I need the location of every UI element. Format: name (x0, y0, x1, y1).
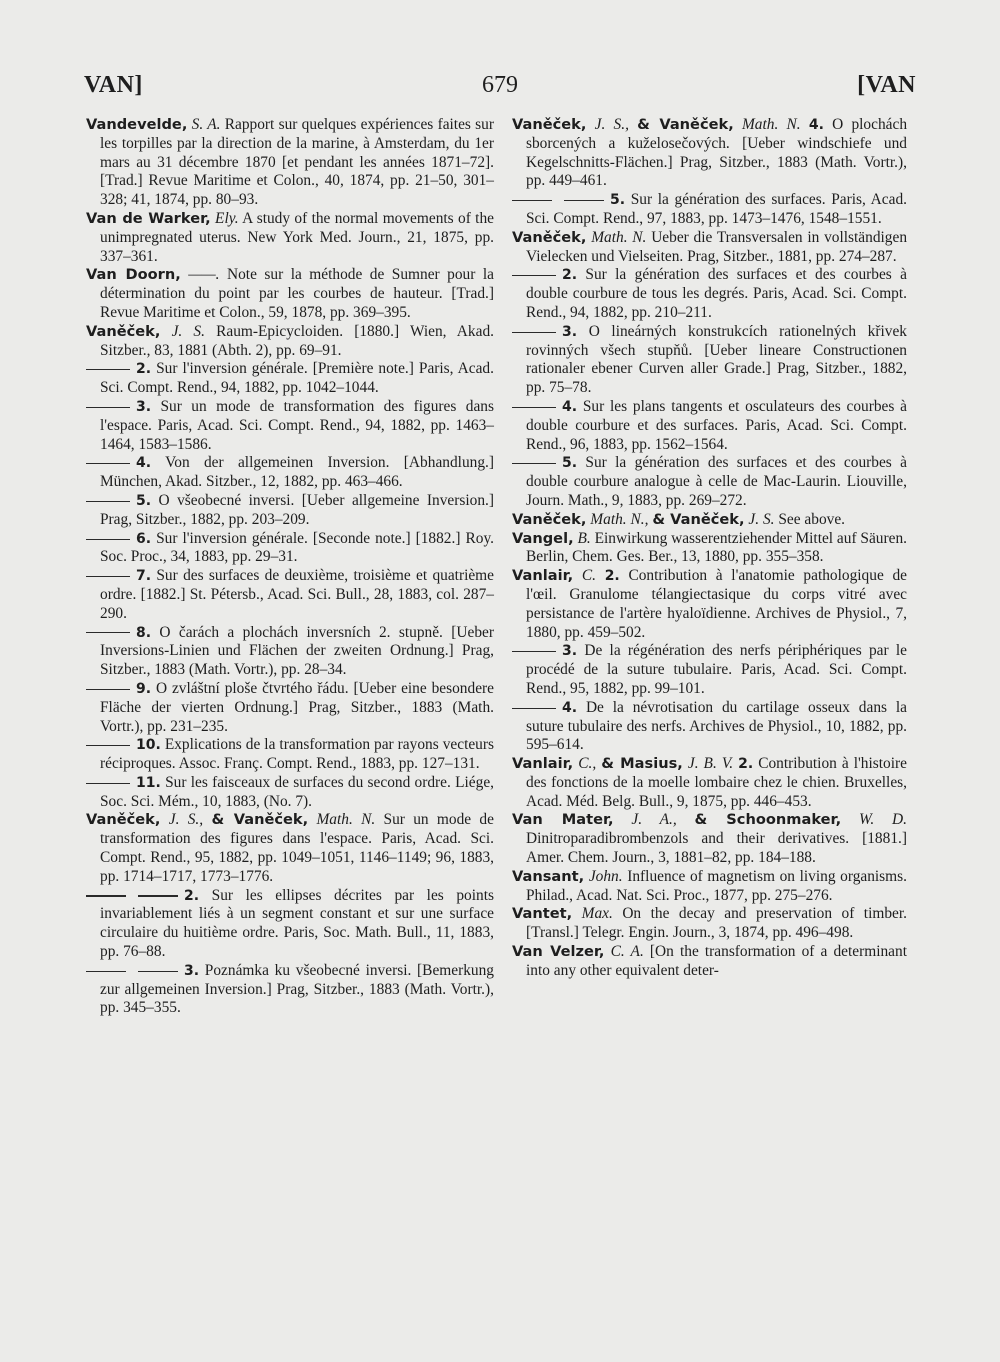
entry-number: 3. (136, 398, 152, 415)
running-head-right: [VAN (857, 72, 916, 98)
entry-text: Sur la génération des surfaces et des courbes à double courbure analogue à celle de Mac-Laurin. Liouville, Journ. Math., 9, 1883, pp. 269–272. (526, 454, 907, 509)
author-forename: J. A., (631, 811, 677, 829)
bibliography-entry (512, 868, 907, 906)
ditto-dash (86, 971, 178, 972)
author-surname: Vaněček, (512, 228, 587, 246)
entry-text: Sur un mode de transformation des figures dans l'espace. Paris, Acad. Sci. Compt. Rend., 94, 1882, pp. 1463–1464, 1583–1586. (100, 397, 494, 453)
entry-text: O čarách a plochách inversních 2. stupně. [Ueber Inversions-Linien und Flächen der zweiten Ordnung.] Prag, Sitzber., 1883 (Math. Vortr.), pp. 28–34. (100, 623, 494, 679)
entry-text: Raum-Epicycloiden. [1880.] Wien, Akad. Sitzber., 83, 1881 (Abth. 2), pp. 69–91. (100, 322, 494, 359)
bibliography-entry (512, 755, 907, 811)
entry-number: 4. (808, 117, 824, 133)
coauthor-surname: & Vaněček, (652, 510, 745, 528)
bibliography-entry (512, 943, 907, 981)
coauthor-forename: Math. N. (741, 116, 801, 133)
bibliography-entry (512, 266, 907, 322)
entry-number: 7. (136, 568, 152, 585)
ditto-dash (512, 332, 556, 333)
bibliography-entry (512, 191, 907, 229)
author-surname: Van Mater, (512, 811, 614, 829)
author-forename: B. (577, 529, 591, 547)
bibliography-entry (512, 811, 907, 867)
bibliography-entry (86, 811, 494, 886)
author-surname: Van Velzer, (512, 943, 605, 961)
bibliography-entry (86, 116, 494, 210)
entry-number: 9. (136, 680, 152, 697)
entry-number: 2. (604, 568, 620, 585)
ditto-dash (86, 501, 130, 502)
entry-number: 2. (738, 756, 754, 773)
bibliography-entry (86, 266, 494, 322)
bibliography-entry (86, 323, 494, 361)
entry-text: O lineárných konstrukcích rationelných křivek rovinných všech stupňů. [Ueber lineare Constructionen rationaler ebener Curven aller Grade.] Prag, Sitzber., 1882, pp. 75–78. (526, 322, 907, 397)
bibliography-entry (86, 492, 494, 530)
bibliography-entry (512, 511, 907, 530)
author-surname: Vandevelde, (86, 116, 188, 133)
author-surname: Vaněček, (512, 116, 587, 133)
author-forename: C., (578, 755, 597, 773)
entry-number: 10. (136, 737, 161, 754)
author-forename: C. (581, 567, 596, 585)
ditto-dash (86, 895, 178, 896)
entry-text: Explications de la transformation par rayons vecteurs réciproques. Assoc. Franç. Compt. Rend., 1883, pp. 127–131. (100, 736, 494, 773)
entry-text: Sur l'inversion générale. [Seconde note.] [1882.] Roy. Soc. Proc., 34, 1883, pp. 29–31. (100, 529, 494, 566)
entry-text: Note sur la méthode de Sumner pour la détermination du point par les courbes de hauteur. [Trad.] Revue Maritime et Colon., 59, 1878, pp. 369–395. (100, 266, 494, 321)
entry-number: 11. (136, 774, 161, 791)
author-forename: Math. N., (590, 510, 649, 528)
bibliography-entry (512, 116, 907, 191)
entry-number: 6. (136, 530, 152, 547)
entry-number: 2. (562, 267, 578, 284)
bibliography-entry (86, 774, 494, 812)
coauthor-forename: Math. N. (316, 811, 376, 829)
entry-text: Von der allgemeinen Inversion. [Abhandlung.] München, Akad. Sitzber., 12, 1882, pp. 463–466. (100, 454, 494, 491)
author-forename: Max. (581, 905, 613, 923)
entry-text: De la régénération des nerfs périphériques par le procédé de la suture tubulaire. Paris, Acad. Sci. Compt. Rend., 95, 1882, pp. 99–101. (526, 642, 907, 697)
ditto-dash (86, 576, 130, 577)
entry-number: 3. (562, 323, 578, 340)
bibliography-entry (512, 699, 907, 755)
entry-text: Sur la génération des surfaces. Paris, Acad. Sci. Compt. Rend., 97, 1883, pp. 1473–1476, 1548–1551. (526, 191, 908, 227)
entry-text: Ueber die Transversalen in vollständigen Vielecken und Vielseiten. Prag, Sitzber., 1881, pp. 274–287. (526, 228, 908, 265)
entry-number: 4. (562, 699, 578, 716)
author-forename: S. A. (191, 116, 221, 133)
bibliography-entry (512, 530, 907, 568)
bibliography-entry (86, 360, 494, 398)
bibliography-entry (86, 398, 494, 454)
entry-text: Sur les faisceaux de surfaces du second ordre. Liége, Soc. Sci. Mém., 10, 1883, (No. 7). (100, 773, 494, 810)
entry-number: 8. (136, 624, 152, 641)
author-surname: Vangel, (512, 529, 574, 547)
author-forename: J. S., (168, 811, 204, 829)
author-surname: Vanlair, (512, 755, 574, 773)
bibliography-entry (512, 642, 907, 698)
ditto-dash (86, 632, 130, 633)
bibliography-entry (512, 905, 907, 943)
entry-text: See above. (778, 510, 846, 528)
entry-text: Influence of magnetism on living organisms. Philad., Acad. Nat. Sci. Proc., 1877, pp. 275–276. (526, 867, 907, 904)
page-header (84, 72, 916, 108)
left-column (86, 116, 494, 1018)
entry-number: 3. (184, 962, 200, 979)
entry-text: Dinitroparadibrombenzols and their derivatives. [1881.] Amer. Chem. Journ., 3, 1881–82, pp. 184–188. (526, 830, 907, 867)
bibliography-entry (512, 229, 907, 267)
coauthor-surname: & Masius, (601, 755, 683, 773)
coauthor-forename: W. D. (858, 811, 907, 829)
bibliography-entry (86, 624, 494, 680)
entry-text: Sur un mode de transformation des figures dans l'espace. Paris, Acad. Sci. Compt. Rend., 95, 1882, pp. 1049–1051, 1146–1149; 96, 1883, pp. 1714–1717, 1773–1776. (100, 811, 494, 885)
entry-number: 4. (136, 455, 152, 472)
entry-number: 2. (184, 887, 200, 904)
bibliography-entry (86, 567, 494, 623)
ditto-dash (512, 275, 556, 276)
coauthor-forename: J. B. V. (687, 755, 734, 773)
bibliography-entry (512, 567, 907, 642)
bibliography-entry (86, 736, 494, 774)
ditto-dash (86, 407, 130, 408)
entry-number: 5. (136, 492, 152, 509)
ditto-dash (86, 369, 130, 370)
ditto-dash (512, 651, 556, 652)
ditto-dash (86, 539, 130, 540)
entry-text: Sur les plans tangents et osculateurs des courbes à double courbure et des surfaces. Paris, Acad. Sci. Compt. Rend., 96, 1883, pp. 1562–1564. (526, 397, 907, 453)
ditto-dash (512, 407, 556, 408)
entry-number: 4. (562, 398, 578, 415)
author-surname: Vantet, (512, 905, 573, 923)
ditto-dash (86, 689, 130, 690)
ditto-dash (86, 463, 130, 464)
entry-text: A study of the normal movements of the unimpregnated uterus. New York Med. Journ., 21, 1875, pp. 337–361. (100, 209, 494, 265)
bibliography-entry (86, 887, 494, 962)
entry-text: Sur les ellipses décrites par les points invariablement liés à un segment constant et sur une surface circulaire du huitième ordre. Paris, Soc. Math. Bull., 11, 1883, pp. 76–88. (100, 886, 494, 961)
ditto-dash (86, 783, 130, 784)
author-forename: J. S., (594, 116, 629, 133)
entry-text: Poznámka ku všeobecné inversi. [Bemerkung zur allgemeinen Inversion.] Prag, Sitzber., 1883 (Math. Vortr.), pp. 345–355. (100, 961, 494, 1017)
entry-text: Contribution à l'anatomie pathologique de l'œil. Granulome télangiectasique du corps vitré avec persistance de l'artère hyaloïdienne. Archives de Physiol., 7, 1880, pp. 459–502. (526, 567, 907, 641)
bibliography-entry (512, 398, 907, 454)
page-number: 679 (482, 72, 518, 98)
author-surname: Van Doorn, (86, 266, 181, 284)
entry-number: 3. (562, 643, 578, 660)
entry-number: 2. (136, 361, 152, 378)
entry-text: O všeobecné inversi. [Ueber allgemeine Inversion.] Prag, Sitzber., 1882, pp. 203–209. (100, 491, 494, 528)
author-surname: Vansant, (512, 867, 585, 885)
author-forename: Math. N. (591, 228, 647, 246)
entry-text: Contribution à l'histoire des fonctions de la moelle lombaire chez le chien. Bruxelles, Acad. Méd. Belg. Bull., 9, 1875, pp. 446–453. (526, 755, 907, 810)
author-surname: Vanlair, (512, 567, 574, 585)
entry-text: [On the transformation of a determinant into any other equivalent deter- (526, 943, 907, 979)
bibliography-entry (512, 323, 907, 398)
entry-text: De la névrotisation du cartilage osseux dans la suture tubulaire des nerfs. Archives de Physiol., 10, 1882, pp. 595–614. (526, 698, 907, 754)
coauthor-surname: & Vaněček, (637, 116, 734, 133)
ditto-dash (86, 745, 130, 746)
author-surname: Van de Warker, (86, 209, 211, 227)
bibliography-entry (86, 454, 494, 492)
author-forename: John. (588, 867, 623, 885)
bibliography-entry (86, 962, 494, 1018)
ditto-dash (512, 463, 556, 464)
bibliography-entry (86, 210, 494, 266)
entry-text: Einwirkung wasserentziehender Mittel auf Säuren. Berlin, Chem. Ges. Ber., 13, 1880, pp. 355–358. (526, 529, 908, 566)
coauthor-surname: & Vaněček, (211, 811, 309, 829)
author-forename: ——. (188, 266, 220, 284)
author-surname: Vaněček, (512, 510, 587, 528)
author-forename: C. A. (610, 943, 644, 961)
running-head-left: VAN] (84, 72, 143, 98)
bibliography-entry (86, 530, 494, 568)
entry-text: O zvláštní ploše čtvrtého řádu. [Ueber eine besondere Fläche der vierten Ordnung.] Prag, Sitzber., 1883 (Math. Vortr.), pp. 231–235. (100, 679, 494, 735)
ditto-dash (512, 708, 556, 709)
author-surname: Vaněček, (86, 322, 161, 340)
bibliography-entry (512, 454, 907, 510)
author-forename: Ely. (215, 209, 239, 227)
entry-text: Rapport sur quelques expériences faites sur les torpilles par la direction de la marine, à Amsterdam, du 1er mars au 31 décembre 1870 [et pendant les années 1871–72]. [Trad.] Revue Maritime et Colon., 40, 1874, pp. 21–50, 301–328; 41, 1874, pp. 80–93. (100, 116, 494, 209)
entry-text: O plochách sborcených a kuželosečových. [Ueber windschiefe und Kegelschnitts-Flächen.] Prag, Sitzber., 1883 (Math. Vortr.), pp. 449–461. (526, 116, 908, 190)
author-forename: J. S. (171, 322, 205, 340)
coauthor-surname: & Schoonmaker, (694, 811, 842, 829)
entry-text: Sur l'inversion générale. [Première note.] Paris, Acad. Sci. Compt. Rend., 94, 1882, pp. 1042–1044. (100, 360, 494, 397)
entry-text: On the decay and preservation of timber. [Transl.] Telegr. Engin. Journ., 3, 1874, pp. 496–498. (526, 905, 907, 942)
entry-number: 5. (610, 192, 626, 209)
bibliography-entry (86, 680, 494, 736)
author-surname: Vaněček, (86, 811, 161, 829)
entry-text: Sur des surfaces de deuxième, troisième et quatrième ordre. [1882.] St. Pétersb., Acad. Sci. Bull., 28, 1883, col. 287–290. (100, 567, 494, 622)
right-column (512, 116, 907, 981)
coauthor-forename: J. S. (748, 510, 775, 528)
entry-text: Sur la génération des surfaces et des courbes à double courbure de tous les degrés. Paris, Acad. Sci. Compt. Rend., 94, 1882, pp. 210–211. (526, 266, 907, 321)
entry-number: 5. (562, 455, 578, 472)
ditto-dash (512, 200, 604, 201)
